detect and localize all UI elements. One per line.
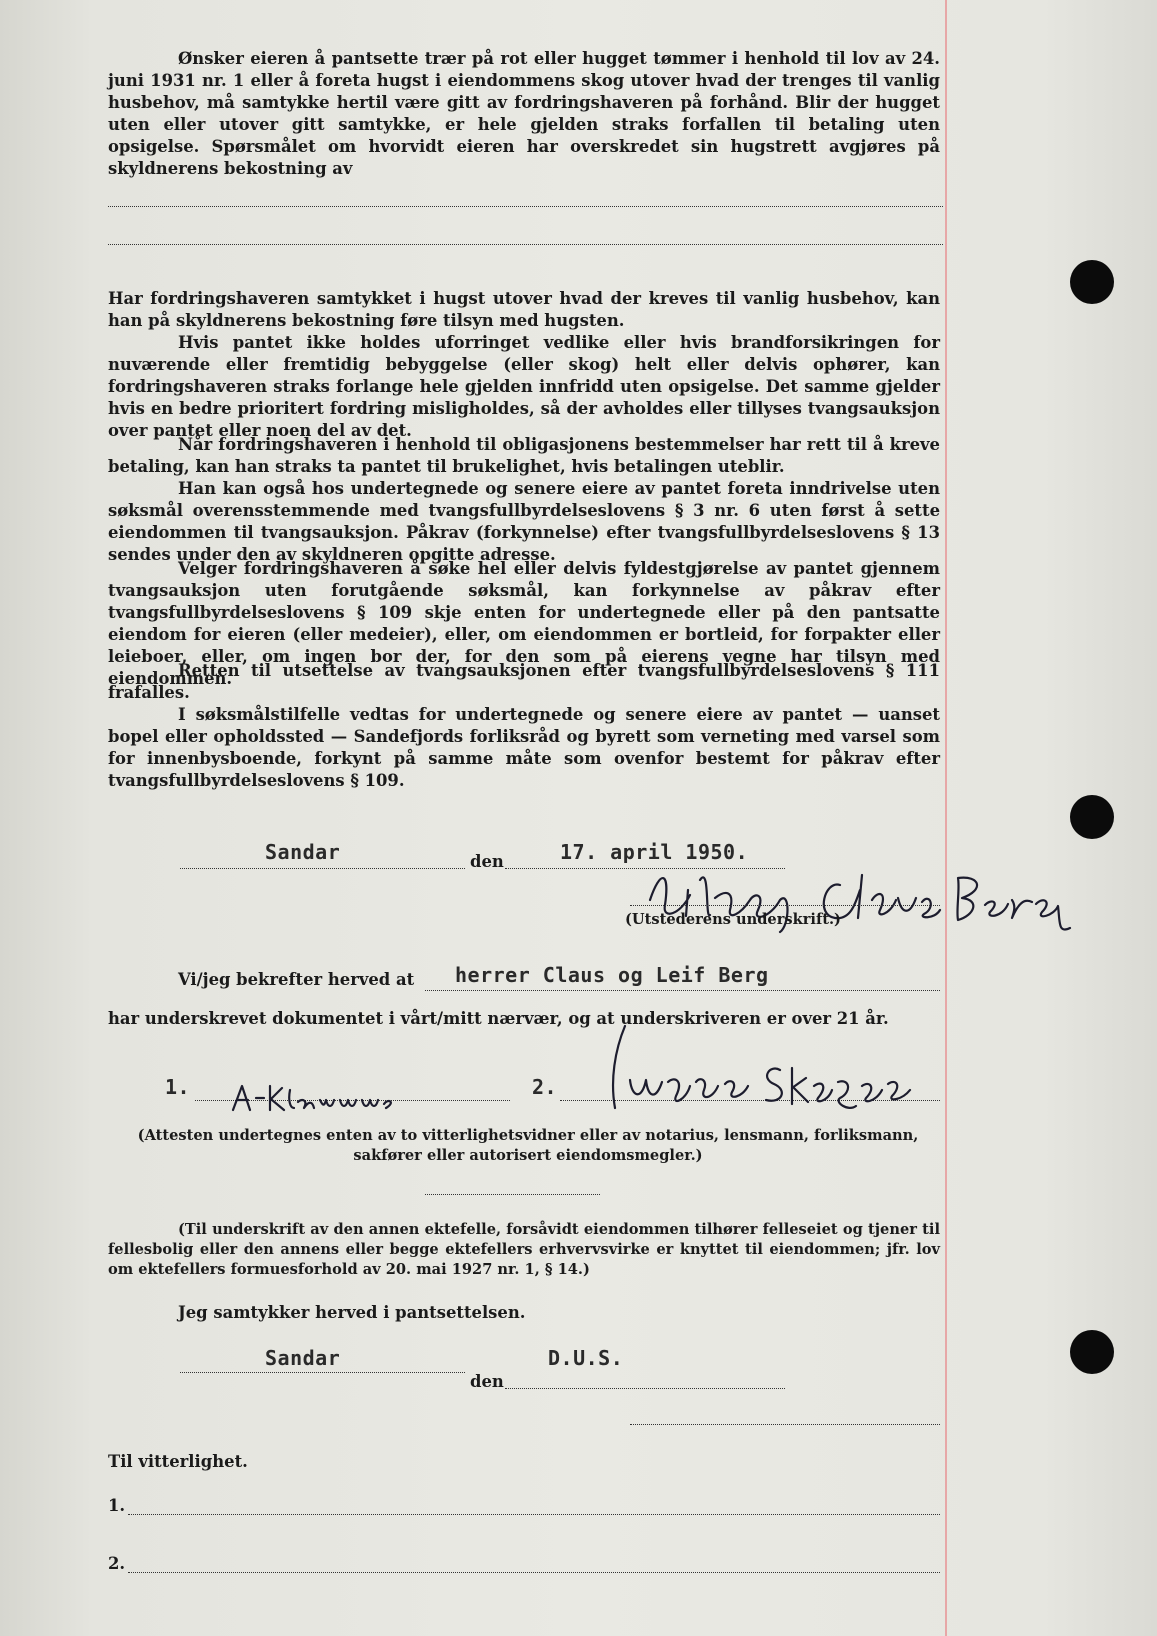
paragraph-tilsyn: Har fordringshaveren samtykket i hugst utover hvad der kreves til vanlig husbehov, kan han på skyldnerens bekostning føre tilsyn med hugsten. bbox=[108, 289, 940, 330]
witness-names: herrer Claus og Leif Berg bbox=[455, 963, 769, 987]
vitterlighet-line bbox=[128, 1572, 940, 1573]
paragraph-verneting: I søksmålstilfelle vedtas for undertegnede og senere eiere av pantet — uanset bopel eller opholdssted — Sandefjords forliksråd og byrett som verneting med varsel som for innenbysboende, forkynt på samme måte som ovenfor bestemt for påkrav efter tvangsfullbyrdelseslovens § 109. bbox=[108, 705, 940, 790]
consent-date: D.U.S. bbox=[548, 1346, 624, 1370]
date-place: Sandar bbox=[265, 840, 341, 864]
paragraph-hugst: Ønsker eieren å pantsette trær på rot eller hugget tømmer i henhold til lov av 24. juni 1931 nr. 1 eller å foreta hugst i eiendommens skog utover hvad der trenges til vanlig husbehov, må samtykke hertil være gitt av fordringshaveren på forhånd. Blir der hugget uten eller utover gitt samtykke, er hele gjelden straks forfallen til betaling uten opsigelse. Spørsmålet om hvorvidt eieren har overskredet sin hugstrett avgjøres på skyldnerens bekostning av bbox=[108, 49, 940, 178]
signature-line bbox=[630, 905, 940, 906]
blank-line bbox=[108, 206, 943, 207]
punch-hole bbox=[1070, 1330, 1114, 1374]
margin-rule bbox=[945, 0, 947, 1636]
vitterlighet-label: Til vitterlighet. bbox=[108, 1452, 248, 1471]
place-line bbox=[180, 1372, 465, 1373]
date-word: den bbox=[470, 852, 504, 871]
date-word: den bbox=[470, 1372, 504, 1391]
paragraph-inndrivelse: Han kan også hos undertegnede og senere eiere av pantet foreta inndrivelse uten søksmål overensstemmende med tvangsfullbyrdelseslovens § 3 nr. 6 uten først å sette eiendommen til tvangsauksjon. Påkrav (forkynnelse) efter tvangsfullbyrdelseslovens § 13 sendes under den av skyldneren opgitte adresse. bbox=[108, 479, 940, 564]
witness-number: 2. bbox=[532, 1075, 558, 1099]
spouse-note: (Til underskrift av den annen ektefelle, forsåvidt eiendommen tilhører felleseiet og tjener til fellesbolig eller den annens eller begge ektefellers erhvervsvirke er knyttet til eiendommen; jfr. lov om ektefellers formuesforhold av 20. mai 1927 nr. 1, § 14.) bbox=[108, 1221, 940, 1278]
witness-2-signature bbox=[570, 1020, 950, 1120]
witness-statement: har underskrevet dokumentet i vårt/mitt nærvær, og at underskriveren er over 21 år. bbox=[108, 1009, 889, 1028]
date-line bbox=[505, 1388, 785, 1389]
consent-text: Jeg samtykker herved i pantsettelsen. bbox=[178, 1303, 526, 1322]
punch-hole bbox=[1070, 260, 1114, 304]
witness-number: 1. bbox=[165, 1075, 191, 1099]
divider-line bbox=[425, 1194, 600, 1195]
vitterlighet-number: 2. bbox=[108, 1554, 126, 1573]
issuer-caption: (Utstederens underskrift.) bbox=[625, 911, 841, 928]
blank-line bbox=[108, 244, 943, 245]
vitterlighet-line bbox=[128, 1514, 940, 1515]
paragraph-utsettelse: Retten til utsettelse av tvangsauksjonen efter tvangsfullbyrdelseslovens § 111 frafalles. bbox=[108, 661, 940, 702]
paragraph-tvangsauksjon: Velger fordringshaveren å søke hel eller delvis fyldestgjørelse av pantet gjennem tvangsauksjon uten forutgående søksmål, kan forkynnelse av påkrav efter tvangsfullbyrdelseslovens § 109 skje enten for undertegnede eller på den pantsatte eiendom for eieren (eller medeier), eller, om eiendommen er bortleid, for forpakter eller leieboer, eller, om ingen bor der, for den som på eierens vegne har tilsyn med eiendommen. bbox=[108, 559, 940, 688]
attest-note: (Attesten undertegnes enten av to vitterlighetsvidner eller av notarius, lensmann, forliksmann, sakfører eller autorisert eiendomsmegler.) bbox=[137, 1127, 919, 1164]
date-value: 17. april 1950. bbox=[560, 840, 749, 864]
place-line bbox=[180, 868, 465, 869]
punch-hole bbox=[1070, 795, 1114, 839]
witness-1-signature bbox=[228, 1080, 428, 1116]
paragraph-brukelighet: Når fordringshaveren i henhold til obligasjonens bestemmelser har rett til å kreve betaling, kan han straks ta pantet til brukelighet, hvis betalingen uteblir. bbox=[108, 435, 940, 476]
signature-line bbox=[630, 1424, 940, 1425]
consent-place: Sandar bbox=[265, 1346, 341, 1370]
paragraph-forringet: Hvis pantet ikke holdes uforringet vedlike eller hvis brandforsikringen for nuværende eller fremtidig bebyggelse (eller skog) helt eller delvis ophører, kan fordringshaveren straks forlange hele gjelden innfridd uten opsigelse. Det samme gjelder hvis en bedre prioritert fordring misligholdes, så der avholdes eller tillyses tvangsauksjon over pantet eller noen del av det. bbox=[108, 333, 940, 440]
vitterlighet-number: 1. bbox=[108, 1496, 126, 1515]
witness-name-line bbox=[425, 990, 940, 991]
witness-intro: Vi/jeg bekrefter herved at bbox=[178, 970, 415, 989]
